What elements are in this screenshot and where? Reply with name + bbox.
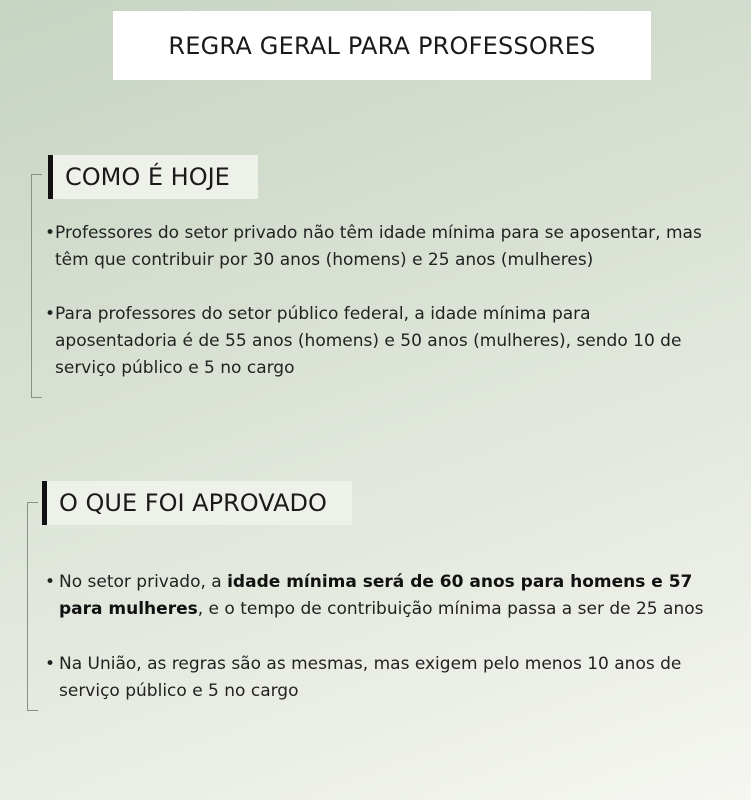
list-item-text: Na União, as regras são as mesmas, mas exigem pelo menos 10 anos de serviço público e 5 no cargo <box>59 654 682 701</box>
section-heading-box <box>42 481 352 525</box>
list-item-text: Professores do setor privado não têm idade mínima para se aposentar, mas têm que contribuir por 30 anos (homens) e 25 anos (mulheres) <box>55 223 702 270</box>
list-item <box>45 651 689 705</box>
bullet-dot: • <box>45 572 56 592</box>
section-bracket <box>27 502 38 711</box>
list-item <box>45 220 705 274</box>
section-heading-box <box>48 155 258 199</box>
page-title-box <box>113 11 651 80</box>
list-item-text-post: , e o tempo de contribuição mínima passa a ser de 25 anos <box>197 599 704 619</box>
section-heading: COMO É HOJE <box>65 163 230 191</box>
section-bracket <box>31 174 42 398</box>
page-title: REGRA GERAL PARA PROFESSORES <box>168 31 596 60</box>
list-item <box>45 301 715 382</box>
list-item-text-pre: No setor privado, a <box>59 572 228 592</box>
bullet-dot: • <box>45 304 56 324</box>
list-item-text: Para professores do setor público federal, a idade mínima para aposentadoria é de 55 anos (homens) e 50 anos (mulheres), sendo 10 de serviço público e 5 no cargo <box>55 304 682 378</box>
section-heading: O QUE FOI APROVADO <box>59 489 327 517</box>
list-item <box>45 569 729 623</box>
list-item-text-bold: idade mínima será de 60 anos para homens e 57 para mulheres <box>59 572 693 619</box>
bullet-dot: • <box>45 654 56 674</box>
bullet-dot: • <box>45 223 56 243</box>
